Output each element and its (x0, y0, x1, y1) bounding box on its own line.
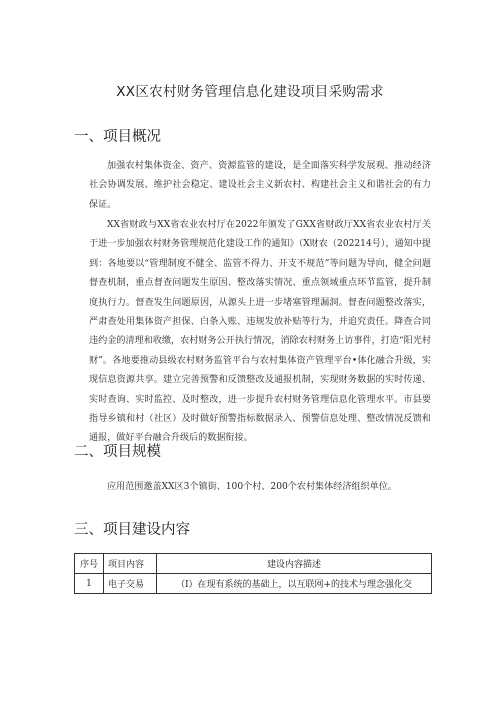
table-header-item: 项目内容 (104, 554, 157, 574)
table-header-row (75, 554, 432, 574)
content-table (74, 553, 432, 594)
document-title: XX区农村财务管理信息化建设项目采购需求 (116, 84, 384, 100)
section-heading-scale: 二、项目规模 (74, 444, 161, 460)
section-heading-overview: 一、项目概况 (74, 129, 161, 145)
section-heading-content: 三、项目建设内容 (74, 522, 190, 538)
scale-paragraph: 应用范围邀盖XX区3个镇街、100个村、200个农村集体经济组织单位。 (107, 482, 397, 492)
overview-paragraph-1: 加强农村集体资金、资产、资源监管的建设，是全面落实科学发展观、推动经济社会协调发展、维护社会稳定、建设社会主义新农村、构建社会主义和谐社会的有力保证。 (89, 161, 431, 210)
table-row (75, 574, 432, 594)
table-header-no: 序号 (75, 554, 104, 574)
table-cell-description: （I）在现有系统的基础上，以互联网+的技术与理念强化交 (157, 574, 432, 594)
table-cell-no: 1 (75, 574, 104, 594)
table-header-description: 建设内容描述 (157, 554, 432, 574)
overview-paragraph-2: XX省财政与XX省农业农村厅在2022年颁发了GXX省财政厅XX省农业农村厅关于进一步加强农村财务管理规范化建设工作的通知》（X财农（202214号），通知中提到：各地要以“管理制度不健全、监管不得力、开支不规范”等问题为导向，健全问题督查机制，重点督查问题发生原因、整改落实情况、重点领域重点环节监管，提升制度执行力。督查发生问题原因，从源头上进一步堵塞管理漏洞。督查问题整改落实，严肃查处用集体资产担保、白条入账、违规发放补贴等行为，并追究责任。降查合同违约金的清理和收缴，农村财务公开执行情况，消除农村财务上访事件，打造“阳光村财”。各地要推动县级农村财务监管平台与农村集体资产管理平台•体化融合升级，实现信息资源共享。建立完善预警和反馈整改及通报机制，实现财务数据的实时传递、实时查询、实时监控、及时整改，进一步提升农村财务管理信息化管理水平。市县要指导乡镇和村（社区）及时做好预警指标数据录入、预警信息处理、整改情况反馈和通报，做好平台融合升级后的数据衔接。 (89, 220, 431, 444)
table-cell-item: 电子交易 (104, 574, 157, 594)
